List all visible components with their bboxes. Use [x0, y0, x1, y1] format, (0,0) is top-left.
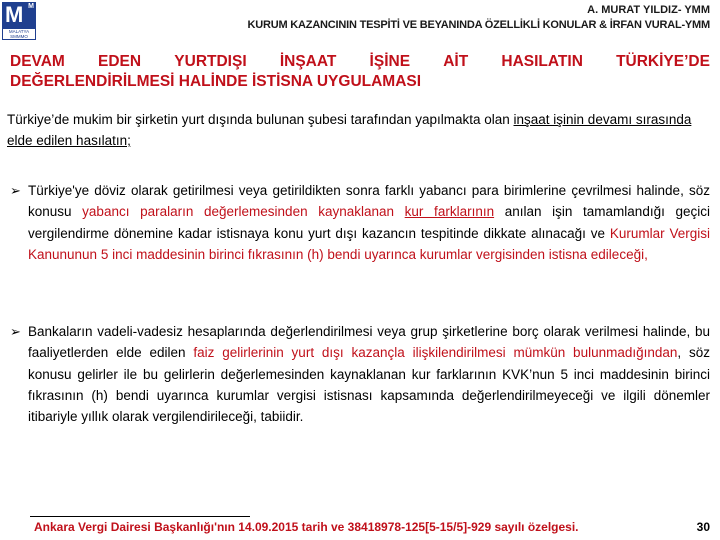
bullet-item-1 [10, 180, 710, 265]
bullet-text-segment: , söz konusu gelirler ile bu gelirlerin değerlemesinden kaynaklanan kur farklarının KVK’nun 5 inci maddesinin birinci fıkrasının (h) bendi uyarınca kurumlar vergisi istisnası kapsamında değerlendirilmeyeceği ve ilgili dönemler itibariyle yıllık olarak vergilendirileceği, tabiidir. [28, 345, 710, 425]
slide-title-word: YURTDIŞI [174, 53, 247, 70]
bullet-text-segment: anılan işin tamamlandığı geçici vergilendirme dönemine kadar istisnaya konu yurt dışı kazancın tespitinde dikkate alınacağı ve [28, 204, 710, 241]
slide-title-word: TÜRKİYE’DE [616, 53, 710, 70]
footnote: Ankara Vergi Dairesi Başkanlığı'nın 14.09.2015 tarih ve 38418978-125[5-15/5]-929 sayılı özelgesi. [34, 520, 579, 534]
bullet-text-segment: Türkiye'ye döviz olarak getirilmesi veya getirildikten sonra farklı yabancı para birimlerine çevrilmesi halinde, söz konusu [28, 183, 710, 220]
bullet-text [10, 321, 710, 427]
slide-title-line2: DEĞERLENDİRİLMESİ HALİNDE İSTİSNA UYGULAMASI [10, 73, 422, 90]
header-subtitle: KURUM KAZANCININ TESPİTİ VE BEYANINDA ÖZELLİKLİ KONULAR & İRFAN VURAL-YMM [247, 19, 710, 31]
footnote-divider [30, 516, 250, 517]
slide-title-word: EDEN [98, 53, 142, 70]
bullet-text-segment: kur farklarının [404, 204, 495, 220]
header-author: A. MURAT YILDIZ- YMM [587, 4, 710, 16]
intro-underlined-text: inşaat işinin devamı sırasında elde edilen hasılatın; [7, 112, 692, 148]
slide-title-word: İNŞAAT [279, 53, 337, 70]
slide-title-line1 [10, 52, 710, 72]
arrow-bullet-icon: ➢ [10, 183, 21, 198]
slide-title-word: DEVAM [10, 53, 65, 70]
bullet-item-2 [10, 321, 710, 427]
slide-title-word: HASILATIN [501, 53, 583, 70]
bullet-text-segment: yabancı paraların değerlemesinden kaynaklanan [82, 204, 405, 220]
logo-superscript: M [28, 3, 34, 10]
logo-mark [2, 2, 36, 28]
slide-title-word: İŞİNE [369, 53, 411, 70]
logo [2, 2, 36, 40]
logo-text: MALATYA SMMMO [2, 28, 36, 40]
page-number: 30 [696, 520, 710, 534]
bullet-text-segment: Bankaların vadeli-vadesiz hesaplarında değerlendirilmesi veya grup şirketlerine borç olarak verilmesi halinde, bu faaliyetlerden elde edilen [28, 324, 710, 361]
intro-paragraph [7, 109, 711, 151]
intro-text: Türkiye’de mukim bir şirketin yurt dışında bulunan şubesi tarafından yapılmakta olan [7, 112, 514, 127]
bullet-text [10, 180, 710, 265]
arrow-bullet-icon: ➢ [10, 324, 21, 339]
slide-title-word: AİT [443, 53, 469, 70]
slide-title [10, 52, 710, 92]
bullet-text-segment: faiz gelirlerinin yurt dışı kazançla ilişkilendirilmesi mümkün bulunmadığından [193, 345, 678, 361]
logo-letter: M [5, 2, 24, 27]
bullet-text-segment: Kurumlar Vergisi Kanununun 5 inci maddesinin birinci fıkrasının (h) bendi uyarınca kurumlar vergisinden istisna edileceği, [28, 225, 710, 262]
